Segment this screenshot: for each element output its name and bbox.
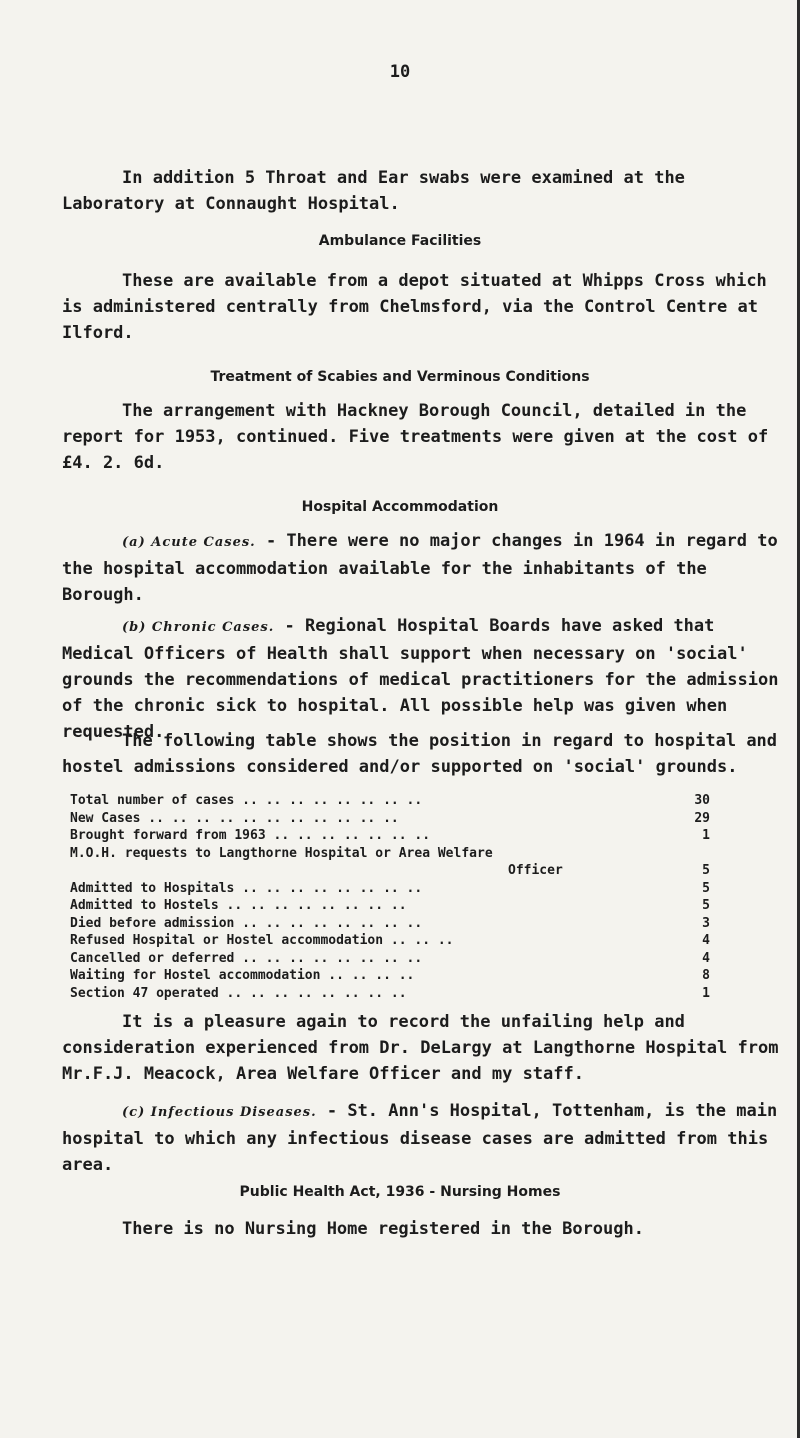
table-row: [70, 915, 710, 933]
acute-cases-paragraph: [62, 528, 784, 608]
infectious-paragraph: [62, 1098, 784, 1178]
table-row: [70, 932, 710, 950]
ambulance-paragraph: [62, 268, 784, 346]
row-value: 1: [702, 985, 710, 1001]
table-row: [70, 827, 710, 845]
pleasure-paragraph: [62, 1009, 784, 1087]
infectious-text: - St. Ann's Hospital, Tottenham, is the main hospital to which any infectious disease cases are admitted from this area.: [62, 1101, 778, 1175]
row-value: 30: [694, 793, 710, 808]
nursing-heading: Public Health Act, 1936 - Nursing Homes: [239, 1184, 561, 1200]
hospital-heading: Hospital Accommodation: [301, 499, 499, 515]
row-label: Brought forward from 1963 .. .. .. .. .. .. ..: [70, 828, 431, 843]
row-label: New Cases .. .. .. .. .. .. .. .. .. .. ..: [70, 810, 399, 826]
table-row: [70, 950, 710, 968]
row-value: 4: [702, 933, 710, 948]
row-label: Total number of cases .. .. .. .. .. .. .. ..: [70, 793, 423, 808]
table-row: [70, 810, 710, 828]
row-value: 4: [702, 950, 710, 966]
table-row: [70, 792, 710, 810]
row-value: 5: [702, 880, 710, 896]
scabies-text: The arrangement with Hackney Borough Council, detailed in the report for 1953, continued. Five treatments were given at the cost of £4. 2. 6d.: [62, 401, 769, 473]
infectious-lead: (c) Infectious Diseases.: [122, 1105, 317, 1120]
ambulance-text: These are available from a depot situated at Whipps Cross which is administered centrally from Chelmsford, via the Control Centre at Ilford.: [62, 271, 767, 343]
table-row: [70, 862, 710, 880]
row-label: Cancelled or deferred .. .. .. .. .. .. .. ..: [70, 950, 423, 966]
row-value: 3: [702, 915, 710, 931]
table-row: [70, 897, 710, 915]
row-value: 29: [694, 810, 710, 826]
table-intro-paragraph: [62, 728, 784, 780]
acute-cases-text: - There were no major changes in 1964 in regard to the hospital accommodation available for the inhabitants of the Borough.: [62, 531, 778, 605]
row-value: 1: [702, 828, 710, 843]
nursing-text: There is no Nursing Home registered in the Borough.: [122, 1219, 644, 1239]
row-label-continuation: Officer: [508, 863, 563, 878]
chronic-cases-text: - Regional Hospital Boards have asked that Medical Officers of Health shall support when necessary on 'social' grounds the recommendations of medical practitioners for the admission of the chronic sick to hospital. All possible help was given when requested.: [62, 616, 779, 742]
page-number: 10: [389, 62, 411, 82]
row-label: Section 47 operated .. .. .. .. .. .. .. ..: [70, 985, 407, 1001]
ambulance-heading: Ambulance Facilities: [318, 233, 482, 249]
row-label: Waiting for Hostel accommodation .. .. .. ..: [70, 968, 415, 983]
chronic-cases-paragraph: [62, 613, 784, 745]
scabies-heading: Treatment of Scabies and Verminous Conditions: [210, 369, 590, 385]
row-label: Died before admission .. .. .. .. .. .. .. ..: [70, 915, 423, 931]
nursing-paragraph: [62, 1216, 784, 1242]
table-row: [70, 967, 710, 985]
table-row: [70, 880, 710, 898]
chronic-cases-lead: (b) Chronic Cases.: [122, 620, 275, 635]
table-row: [70, 985, 710, 1003]
row-value: 5: [702, 863, 710, 878]
acute-cases-lead: (a) Acute Cases.: [122, 535, 256, 550]
row-label: M.O.H. requests to Langthorne Hospital or Area Welfare: [70, 845, 493, 861]
scabies-paragraph: [62, 398, 784, 476]
row-label: Admitted to Hostels .. .. .. .. .. .. .. ..: [70, 898, 407, 913]
row-value: 8: [702, 968, 710, 983]
table-row: [70, 845, 710, 863]
row-value: 5: [702, 898, 710, 913]
row-label: Admitted to Hospitals .. .. .. .. .. .. .. ..: [70, 880, 423, 896]
intro-paragraph: [62, 165, 784, 217]
intro-text: In addition 5 Throat and Ear swabs were examined at the Laboratory at Connaught Hospital.: [62, 168, 685, 214]
admissions-table: [70, 792, 710, 1002]
row-label: Refused Hospital or Hostel accommodation .. .. ..: [70, 933, 454, 948]
table-intro-text: The following table shows the position in regard to hospital and hostel admissions considered and/or supported on 'social' grounds.: [62, 731, 778, 777]
pleasure-text: It is a pleasure again to record the unfailing help and consideration experienced from Dr. DeLargy at Langthorne Hospital from Mr.F.J. Meacock, Area Welfare Officer and my staff.: [62, 1012, 779, 1084]
